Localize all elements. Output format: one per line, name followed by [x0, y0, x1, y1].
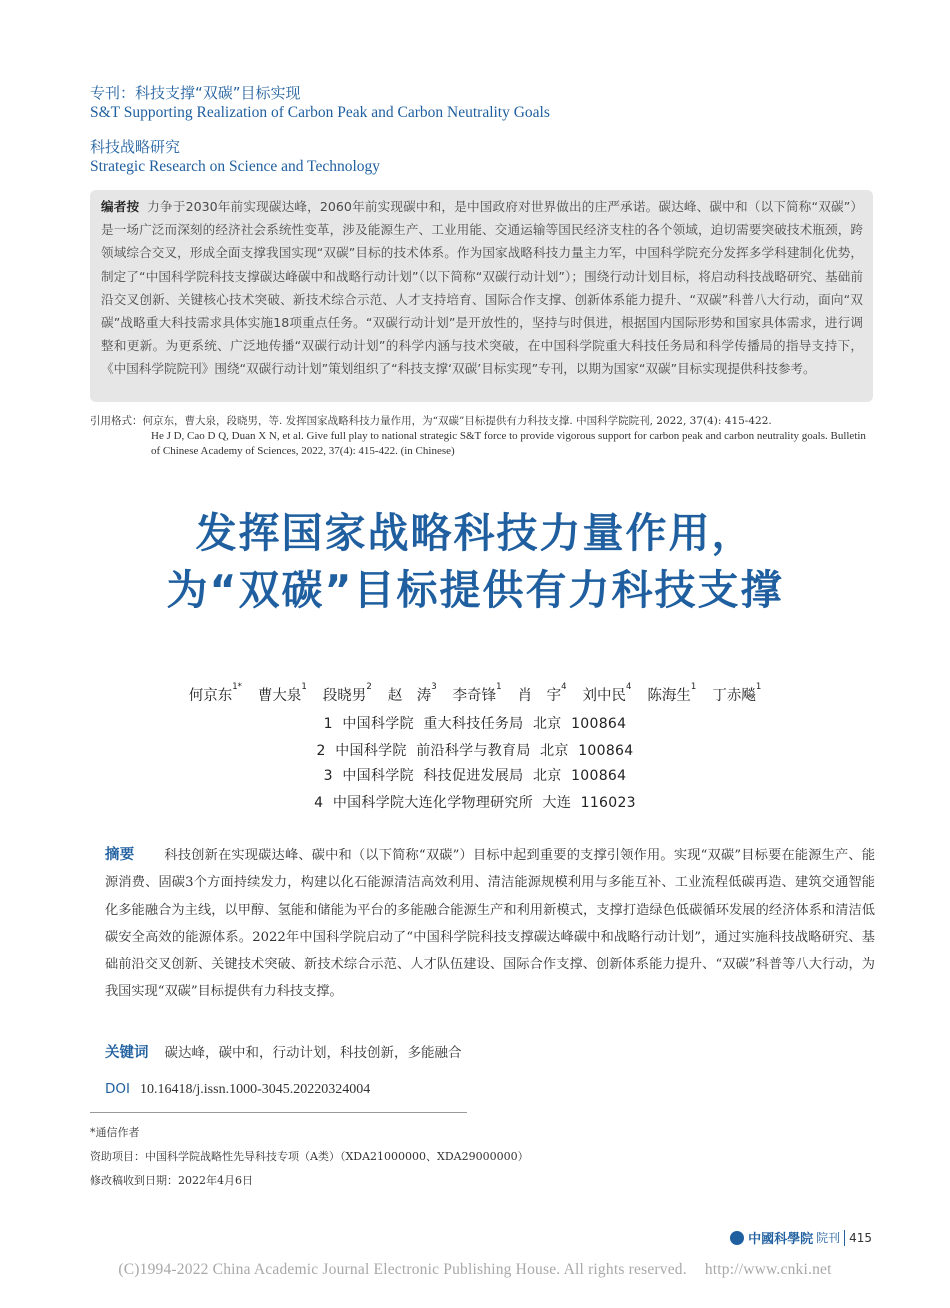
cnki-url[interactable]: http://www.cnki.net	[704, 1261, 832, 1278]
doi	[105, 1081, 370, 1098]
author: 陈海生$^1$	[647, 682, 697, 704]
author: 李奇锋$^1$	[452, 682, 502, 704]
abstract-label: 摘要	[105, 847, 135, 863]
author: 肖 宇$^4$	[517, 682, 567, 704]
keywords-text: 碳达峰，碳中和，行动计划，科技创新，多能融合	[164, 1045, 462, 1061]
cas-emblem-icon	[730, 1231, 744, 1245]
special-issue-title-cn: 专刊：科技支撑“双碳”目标实现	[90, 84, 301, 102]
footnote-corresponding: *通信作者	[90, 1126, 140, 1139]
keywords-label: 关键词	[105, 1045, 149, 1061]
copyright-watermark	[0, 1261, 950, 1279]
footnote-divider	[90, 1112, 467, 1113]
author-list	[0, 684, 950, 705]
author: 曹大泉$^1$	[257, 682, 307, 704]
article-title-line-1: 发挥国家战略科技力量作用，	[195, 509, 755, 557]
journal-short-name: 院刊	[816, 1231, 841, 1245]
author: 段晓男$^2$	[322, 682, 372, 704]
footnote-received: 修改稿收到日期：2022年4月6日	[90, 1174, 253, 1187]
editor-note-text: 力争于2030年前实现碳达峰，2060年前实现碳中和，是中国政府对世界做出的庄严承诺。碳达峰、碳中和（以下简称“双碳”）是一场广泛而深刻的经济社会系统性变革，涉及能源生产、工业用能、交通运输等国民经济支柱的各个领域，迫切需要突破技术瓶颈，跨领域综合交叉，形成全面支撑我国实现“双碳”目标的技术体系。作为国家战略科技力量主力军，中国科学院充分发挥多学科建制化优势，制定了“中国科学院科技支撑碳达峰碳中和战略行动计划”（以下简称“双碳行动计划”）；围绕行动计划目标，将启动科技战略研究、基础前沿交叉创新、关键核心技术突破、新技术综合示范、人才支持培育、国际合作支撑、创新体系能力提升、“双碳”科普八大行动，面向“双碳”战略重大科技需求具体实施18项重点任务。“双碳行动计划”是开放性的，坚持与时俱进，根据国内国际形势和国家具体需求，进行调整和更新。为更系统、广泛地传播“双碳行动计划”的科学内涵与技术突破，在中国科学院重大科技任务局和科学传播局的指导支持下，《中国科学院院刊》围绕“双碳行动计划”策划组织了“科技支撑‘双碳’目标实现”专刊，以期为国家“双碳”目标实现提供科技参考。	[101, 199, 864, 377]
page-number: 415	[849, 1230, 872, 1245]
footer-separator	[844, 1230, 845, 1246]
copyright-text: (C)1994-2022 China Academic Journal Electronic Publishing House. All rights reserved.	[118, 1261, 687, 1278]
affiliation-1: 1 中国科学院 重大科技任务局 北京 100864	[323, 716, 627, 732]
footnote-funding: 资助项目：中国科学院战略性先导科技专项（A类）（XDA21000000、XDA29000000）	[90, 1150, 529, 1163]
affiliation-2: 2 中国科学院 前沿科学与教育局 北京 100864	[316, 743, 634, 759]
citation-en: He J D, Cao D Q, Duan X N, et al. Give full play to national strategic S&T force to provide vigorous support for carbon peak and carbon neutrality goals. Bulletin of Chinese Academy of Sciences, 2022, 37(4): 415-422. (in Chinese)	[151, 430, 866, 457]
citation-cn: 引用格式：何京东，曹大泉，段晓男，等. 发挥国家战略科技力量作用，为“双碳”目标提供有力科技支撑. 中国科学院院刊, 2022, 37(4): 415-422.	[90, 415, 772, 427]
affiliation-4: 4 中国科学院大连化学物理研究所 大连 116023	[314, 795, 636, 811]
author: 赵 涛$^3$	[387, 682, 437, 704]
author: 丁赤飚$^1$	[712, 682, 762, 704]
author: 刘中民$^4$	[582, 682, 632, 704]
citation-block	[90, 414, 875, 459]
author: 何京东$^{1*}$	[188, 682, 242, 704]
page-footer	[730, 1228, 872, 1247]
editor-note	[101, 195, 863, 381]
abstract	[105, 842, 875, 1006]
section-title-en: Strategic Research on Science and Technology	[90, 158, 381, 175]
special-issue-title-en: S&T Supporting Realization of Carbon Peak and Carbon Neutrality Goals	[90, 104, 550, 121]
keywords	[105, 1041, 462, 1062]
affiliation-3: 3 中国科学院 科技促进发展局 北京 100864	[323, 768, 627, 784]
doi-label: DOI	[105, 1081, 131, 1097]
editor-note-box	[90, 190, 873, 402]
editor-note-label: 编者按	[101, 199, 140, 214]
cas-logo-text: 中國科學院	[748, 1232, 814, 1247]
doi-link[interactable]: 10.16418/j.issn.1000-3045.20220324004	[140, 1082, 371, 1097]
abstract-text: 科技创新在实现碳达峰、碳中和（以下简称“双碳”）目标中起到重要的支撑引领作用。实现“双碳”目标要在能源生产、能源消费、固碳3个方面持续发力，构建以化石能源清洁高效利用、清洁能源规模利用与多能互补、工业流程低碳再造、建筑交通智能化多能融合为主线，以甲醇、氢能和储能为平台的多能融合能源生产和利用新模式，支撑打造绿色低碳循环发展的经济体系和清洁低碳安全高效的能源体系。2022年中国科学院启动了“中国科学院科技支撑碳达峰碳中和战略行动计划”，通过实施科技战略研究、基础前沿交叉创新、关键技术突破、新技术综合示范、人才队伍建设、国际合作支撑、创新体系能力提升、“双碳”科普等八大行动，为我国实现“双碳”目标提供有力科技支撑。	[105, 848, 876, 1000]
article-title-line-2: 为“双碳”目标提供有力科技支撑	[166, 566, 784, 614]
section-title-cn: 科技战略研究	[90, 138, 181, 156]
